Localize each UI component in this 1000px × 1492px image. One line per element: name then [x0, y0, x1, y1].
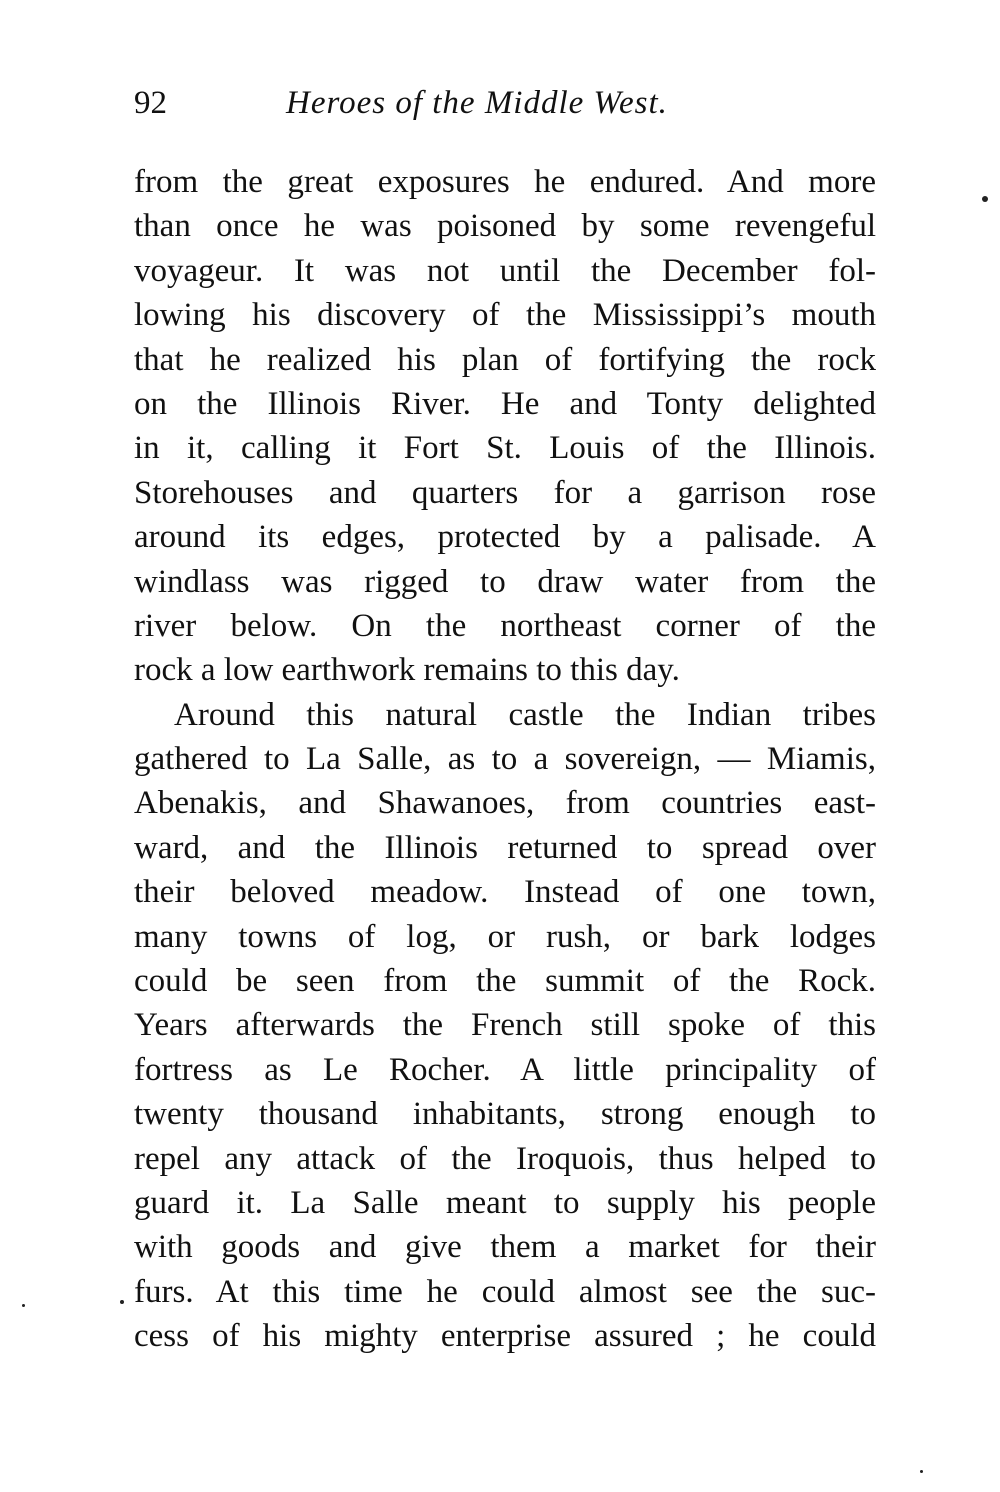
- text-line: in it, calling it Fort St. Louis of the Illinois.: [134, 430, 876, 467]
- text-line: ward, and the Illinois returned to spread over: [134, 829, 876, 866]
- text-line: their beloved meadow. Instead of one town,: [134, 874, 876, 911]
- paragraph: [134, 693, 876, 1359]
- text-line: fortress as Le Rocher. A little principality of: [134, 1051, 876, 1088]
- text-line: than once he was poisoned by some revengeful: [134, 208, 876, 245]
- text-line: Abenakis, and Shawanoes, from countries east-: [134, 785, 876, 822]
- text-line: lowing his discovery of the Mississippi’s mouth: [134, 297, 876, 334]
- text-line: Years afterwards the French still spoke of this: [134, 1007, 876, 1044]
- scan-speck: [120, 1300, 124, 1304]
- text-line: twenty thousand inhabitants, strong enough to: [134, 1096, 876, 1133]
- text-line: gathered to La Salle, as to a sovereign, — Miamis,: [134, 741, 876, 778]
- text-line: around its edges, protected by a palisade. A: [134, 519, 876, 556]
- text-line: furs. At this time he could almost see the suc-: [134, 1273, 876, 1310]
- text-line: many towns of log, or rush, or bark lodges: [134, 918, 876, 955]
- text-line: rock a low earthwork remains to this day.: [134, 652, 680, 689]
- paragraph: [134, 160, 876, 693]
- text-line: river below. On the northeast corner of the: [134, 607, 876, 644]
- body-text: [134, 160, 876, 1359]
- text-line: that he realized his plan of fortifying the rock: [134, 341, 876, 378]
- scan-speck: [982, 196, 988, 202]
- text-line: could be seen from the summit of the Rock.: [134, 963, 876, 1000]
- text-line: Around this natural castle the Indian tribes: [174, 696, 876, 733]
- text-line: windlass was rigged to draw water from the: [134, 563, 876, 600]
- page-header: [134, 78, 876, 128]
- scan-speck: [22, 1304, 25, 1307]
- scan-speck: [920, 1470, 923, 1473]
- text-line: voyageur. It was not until the December fol-: [134, 252, 876, 289]
- text-line: repel any attack of the Iroquois, thus helped to: [134, 1140, 876, 1177]
- text-line: cess of his mighty enterprise assured ; he could: [134, 1318, 876, 1355]
- text-line: guard it. La Salle meant to supply his people: [134, 1184, 876, 1221]
- page-number: 92: [134, 85, 167, 121]
- text-line: on the Illinois River. He and Tonty delighted: [134, 385, 876, 422]
- text-line: with goods and give them a market for their: [134, 1229, 876, 1266]
- running-title: Heroes of the Middle West.: [286, 85, 668, 121]
- text-line: Storehouses and quarters for a garrison rose: [134, 474, 876, 511]
- text-line: from the great exposures he endured. And more: [134, 164, 876, 200]
